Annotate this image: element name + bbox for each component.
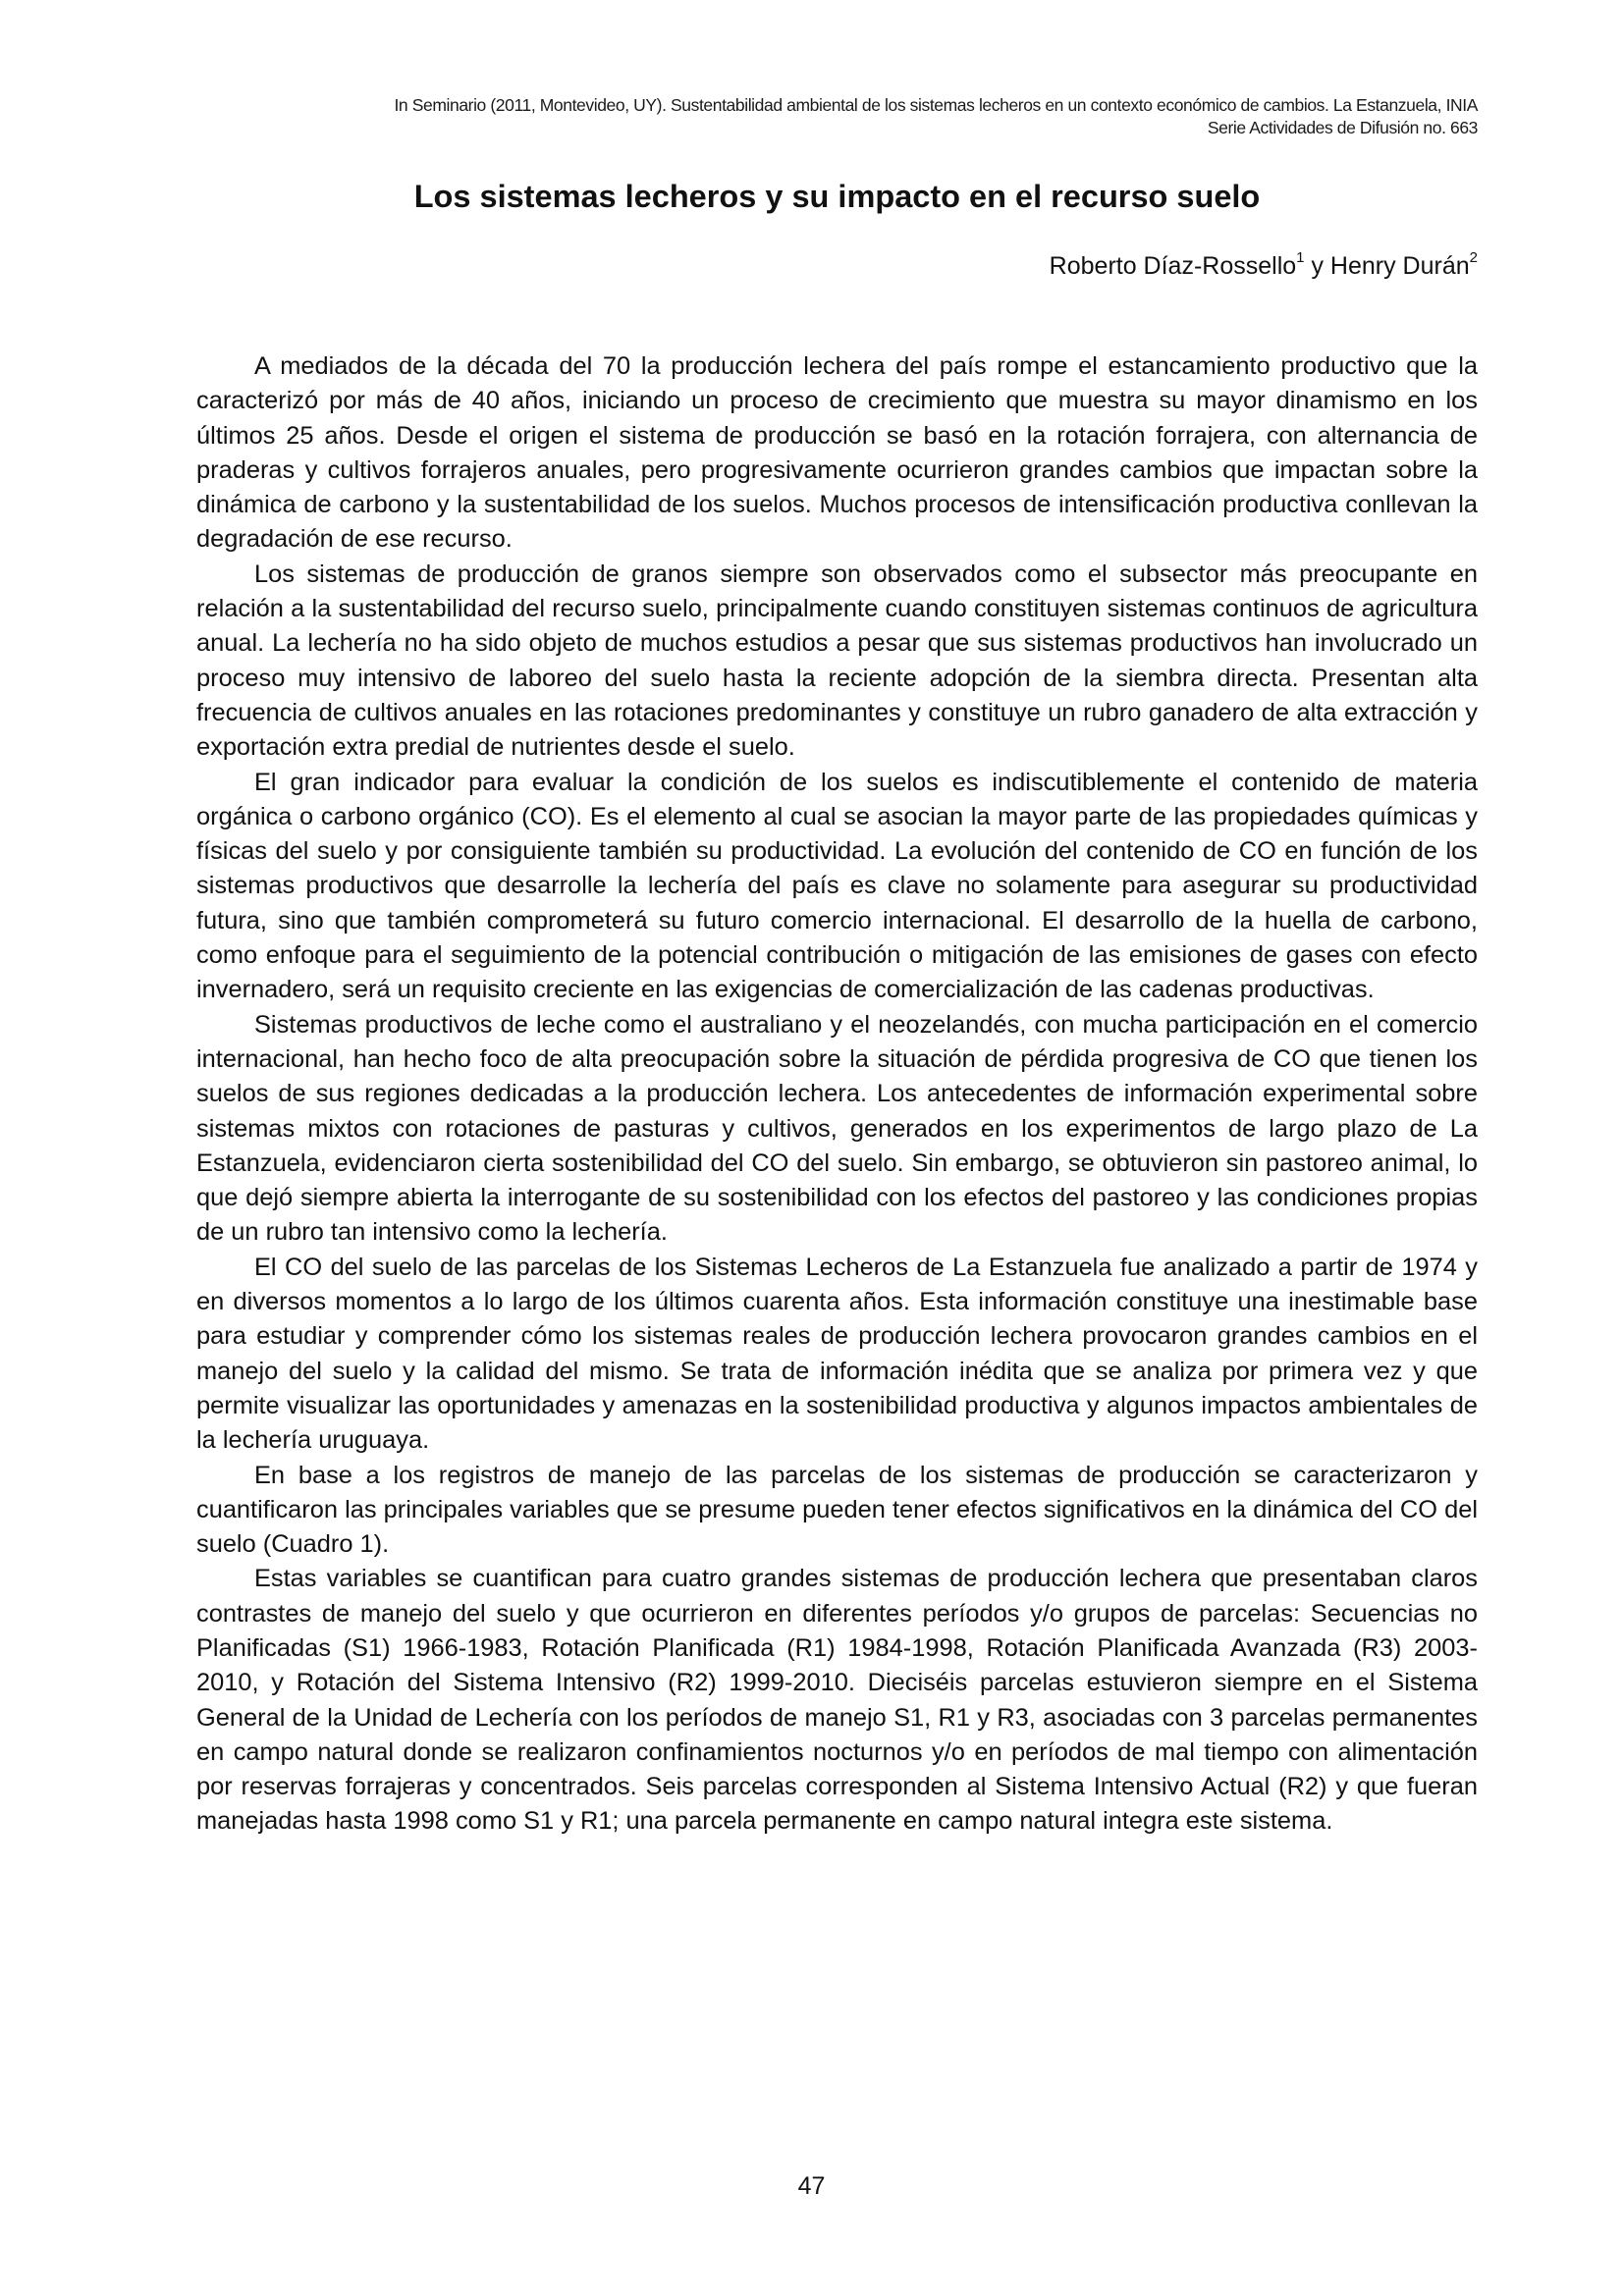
body-paragraph: A mediados de la década del 70 la producción lechera del país rompe el estancamiento productivo que la caracterizó por más de 40 años, iniciando un proceso de crecimiento que muestra su mayor dinamismo en los últimos 25 años. Desde el origen el sistema de producción se basó en la rotación forrajera, con alternancia de praderas y cultivos forrajeros anuales, pero progresivamente ocurrieron grandes cambios que impactan sobre la dinámica de carbono y la sustentabilidad de los suelos. Muchos procesos de intensificación productiva conllevan la degradación de ese recurso. [196,352,1478,554]
body-paragraph: Los sistemas de producción de granos siempre son observados como el subsector más preocupante en relación a la sustentabilidad del recurso suelo, principalmente cuando constituyen sistemas continuos de agricultura anual. La lechería no ha sido objeto de muchos estudios a pesar que sus sistemas productivos han involucrado un proceso muy intensivo de laboreo del suelo hasta la reciente adopción de la siembra directa. Presentan alta frecuencia de cultivos anuales en las rotaciones predominantes y constituye un rubro ganadero de alta extracción y exportación extra predial de nutrientes desde el suelo. [196,560,1478,762]
article-title: Los sistemas lecheros y su impacto en el recurso suelo [413,179,1261,214]
page-number: 47 [797,2172,826,2200]
body-paragraph: Sistemas productivos de leche como el australiano y el neozelandés, con mucha participación en el comercio internacional, han hecho foco de alta preocupación sobre la situación de pérdida progresiva de CO que tienen los suelos de sus regiones dedicadas a la producción lechera. Los antecedentes de información experimental sobre sistemas mixtos con rotaciones de pasturas y cultivos, generados en los experimentos de largo plazo de La Estanzuela, evidenciaron cierta sostenibilidad del CO del suelo. Sin embargo, se obtuvieron sin pastoreo animal, lo que dejó siempre abierta la interrogante de su sostenibilidad con los efectos del pastoreo y las condiciones propias de un rubro tan intensivo como la lechería. [196,1010,1478,1247]
author-separator: y [1304,252,1330,280]
body-text [196,349,1478,1840]
running-header [196,94,1478,139]
body-paragraph: El CO del suelo de las parcelas de los Sistemas Lecheros de La Estanzuela fue analizado a partir de 1974 y en diversos momentos a lo largo de los últimos cuarenta años. Esta información constituye una inestimable base para estudiar y comprender cómo los sistemas reales de producción lechera provocaron grandes cambios en el manejo del suelo y la calidad del mismo. Se trata de información inédita que se analiza por primera vez y que permite visualizar las oportunidades y amenazas en la sostenibilidad productiva y algunos impactos ambientales de la lechería uruguaya. [196,1253,1478,1455]
author-line [1050,250,1478,282]
running-header-series: Serie Actividades de Difusión no. 663 [1207,118,1478,137]
running-header-citation: In Seminario (2011, Montevideo, UY). Sustentabilidad ambiental de los sistemas lecheros en un contexto económico de cambios. La Estanzuela, INIA [394,95,1478,115]
body-paragraph: El gran indicador para evaluar la condición de los suelos es indiscutiblemente el contenido de materia orgánica o carbono orgánico (CO). Es el elemento al cual se asocian la mayor parte de las propiedades químicas y físicas del suelo y por consiguiente también su productividad. La evolución del contenido de CO en función de los sistemas productivos que desarrolle la lechería del país es clave no solamente para asegurar su productividad futura, sino que también comprometerá su futuro comercio internacional. El desarrollo de la huella de carbono, como enfoque para el seguimiento de la potencial contribución o mitigación de las emisiones de gases con efecto invernadero, será un requisito creciente en las exigencias de comercialización de las cadenas productivas. [196,768,1478,1004]
author-name: Henry Durán [1329,252,1470,280]
author-name: Roberto Díaz-Rossello [1049,252,1297,280]
affiliation-marker: 1 [1296,249,1305,266]
body-paragraph: Estas variables se cuantifican para cuatro grandes sistemas de producción lechera que presentaban claros contrastes de manejo del suelo y que ocurrieron en diferentes períodos y/o grupos de parcelas: Secuencias no Planificadas (S1) 1966-1983, Rotación Planificada (R1) 1984-1998, Rotación Planificada Avanzada (R3) 2003-2010, y Rotación del Sistema Intensivo (R2) 1999-2010. Dieciséis parcelas estuvieron siempre en el Sistema General de la Unidad de Lechería con los períodos de manejo S1, R1 y R3, asociadas con 3 parcelas permanentes en campo natural donde se realizaron confinamientos nocturnos y/o en períodos de mal tiempo con alimentación por reservas forrajeras y concentrados. Seis parcelas corresponden al Sistema Intensivo Actual (R2) y que fueran manejadas hasta 1998 como S1 y R1; una parcela permanente en campo natural integra este sistema. [196,1565,1478,1836]
affiliation-marker: 2 [1469,249,1478,266]
body-paragraph: En base a los registros de manejo de las parcelas de los sistemas de producción se caracterizaron y cuantificaron las principales variables que se presume pueden tener efectos significativos en la dinámica del CO del suelo (Cuadro 1). [196,1461,1478,1559]
